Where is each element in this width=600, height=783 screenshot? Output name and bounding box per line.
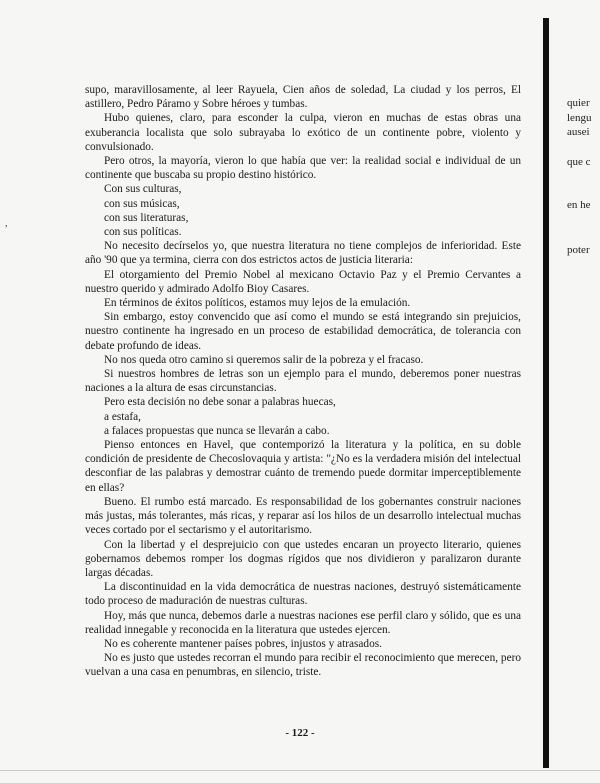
scan-speck: , (5, 218, 8, 229)
page-number: - 122 - (285, 727, 315, 739)
facing-page-fragment: en he (567, 199, 591, 211)
paragraph: Hoy, más que nunca, debemos darle a nuestras naciones ese perfil claro y sólido, que es una realidad innegable y reconocida en la literatura que ustedes ejercen. (85, 609, 521, 636)
paragraph: En términos de éxitos políticos, estamos muy lejos de la emulación. (104, 297, 411, 310)
paragraph: No nos queda otro camino si queremos salir de la pobreza y el fracaso. (104, 353, 424, 366)
paragraph: Si nuestros hombres de letras son un ejemplo para el mundo, deberemos poner nuestras naciones a la altura de esas circunstancias. (85, 368, 521, 395)
paragraph: Pienso entonces en Havel, que contemporizó la literatura y la política, en su doble condición de presidente de Checoslovaquia y artista: "¿No es la verdadera misión del intelectual desconfiar de las palabras y demostrar cuánto de tremendo puede dormitar imperceptiblemente en ellas? (85, 439, 521, 494)
paragraph: No necesito decírselos yo, que nuestra literatura no tiene complejos de inferioridad. Este año '90 que ya termina, cierra con dos estrictos actos de justicia literaria: (85, 240, 521, 267)
paragraph: Bueno. El rumbo está marcado. Es responsabilidad de los gobernantes construir naciones más justas, más tolerantes, más ricas, y reparar así los hilos de un desarrollo intelectual muchas veces cortado por el sectarismo y el autoritarismo. (85, 495, 521, 537)
body-text (85, 83, 521, 680)
paragraph: Pero esta decisión no debe sonar a palabras huecas, (104, 396, 336, 409)
scan-edge-line (0, 770, 600, 771)
verse-line: Con sus culturas, (104, 183, 182, 196)
facing-page-edge (543, 18, 600, 768)
paragraph: No es coherente mantener países pobres, injustos y atrasados. (104, 637, 382, 650)
facing-page-fragment: poter (567, 244, 590, 256)
verse-line: a estafa, (104, 410, 142, 423)
paragraph: El otorgamiento del Premio Nobel al mexicano Octavio Paz y el Premio Cervantes a nuestro querido y admirado Adolfo Bioy Casares. (85, 268, 521, 295)
verse-line: con sus músicas, (104, 197, 180, 210)
facing-page-fragment: que c (567, 156, 591, 168)
page-gutter-shadow (543, 18, 549, 768)
paragraph: Hubo quienes, claro, para esconder la culpa, vieron en muchas de estas obras una exuberancia localista que solo subrayaba lo exótico de un continente pobre, violento y convulsionado. (85, 112, 521, 153)
verse-line: con sus literaturas, (104, 211, 189, 224)
facing-page-fragment: ausei (567, 126, 590, 138)
paragraph: La discontinuidad en la vida democrática de nuestras naciones, destruyó sistemáticamente todo proceso de maduración de nuestras culturas. (85, 581, 521, 608)
paragraph: No es justo que ustedes recorran el mundo para recibir el reconocimiento que merecen, pero vuelvan a una casa en penumbras, en silencio, triste. (85, 652, 521, 679)
paragraph: Pero otros, la mayoría, vieron lo que había que ver: la realidad social e individual de un continente que buscaba su propio destino histórico. (85, 155, 521, 182)
paragraph: supo, maravillosamente, al leer Rayuela, Cien años de soledad, La ciudad y los perros, El astillero, Pedro Páramo y Sobre héroes y tumbas. (85, 84, 521, 111)
verse-line: con sus políticas. (104, 226, 182, 239)
paragraph: Sin embargo, estoy convencido que así como el mundo se está integrando sin prejuicios, nuestro continente ha ingresado en un proceso de estabilidad democrática, de tolerancia con debate profundo de ideas. (85, 311, 521, 352)
facing-page-fragment: lengu (567, 112, 592, 124)
paragraph: Con la libertad y el desprejuicio con que ustedes encaran un proyecto literario, quienes gobernamos debemos romper los dogmas rígidos que nos dividieron y paralizaron durante largas décadas. (85, 538, 521, 579)
facing-page-fragment: quier (567, 97, 590, 109)
verse-line: a falaces propuestas que nunca se llevarán a cabo. (104, 424, 330, 437)
